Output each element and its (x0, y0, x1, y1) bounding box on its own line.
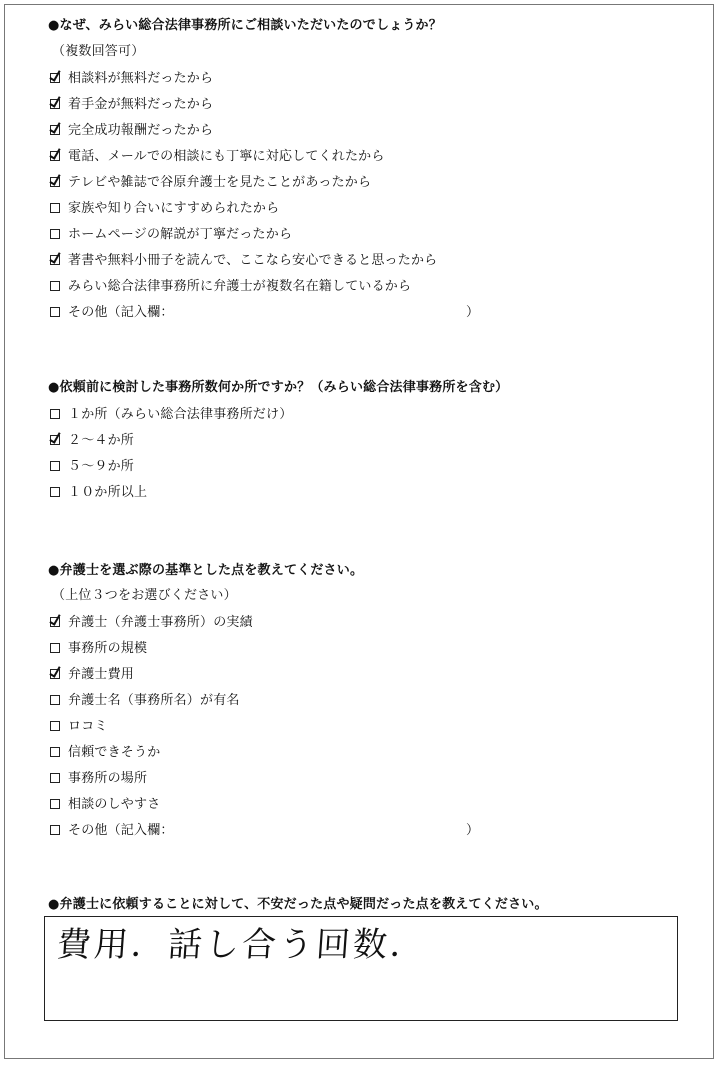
q3-option-9[interactable]: その他（記入欄： (50, 822, 174, 840)
q1-option-4[interactable]: 電話、メールでの相談にも丁寧に対応してくれたから (50, 148, 385, 166)
checkbox-icon[interactable] (50, 99, 60, 109)
q1-option-5[interactable]: テレビや雑誌で谷原弁護士を見たことがあったから (50, 174, 371, 192)
q3-other-close: ） (466, 823, 480, 838)
checkbox-icon[interactable] (50, 203, 60, 213)
checkbox-icon[interactable] (50, 617, 60, 627)
q3-option-7[interactable]: 事務所の場所 (50, 770, 147, 788)
q1-option-6[interactable]: 家族や知り合いにすすめられたから (50, 200, 279, 218)
q1-option-9[interactable]: みらい総合法律事務所に弁護士が複数名在籍しているから (50, 278, 411, 296)
checkbox-icon[interactable] (50, 643, 60, 653)
checkbox-icon[interactable] (50, 799, 60, 809)
q1-option-1[interactable]: 相談料が無料だったから (50, 70, 213, 88)
q3-option-6[interactable]: 信頼できそうか (50, 744, 160, 762)
checkbox-icon[interactable] (50, 125, 60, 135)
checkbox-icon[interactable] (50, 409, 60, 419)
checkbox-icon[interactable] (50, 307, 60, 317)
question-1-note: （複数回答可） (52, 44, 145, 59)
checkbox-icon[interactable] (50, 435, 60, 445)
q1-other-close: ） (466, 305, 480, 320)
checkbox-icon[interactable] (50, 255, 60, 265)
checkbox-icon[interactable] (50, 177, 60, 187)
checkbox-icon[interactable] (50, 151, 60, 161)
question-4-title: ●弁護士に依頼することに対して、不安だった点や疑問だった点を教えてください。 (48, 897, 548, 912)
checkbox-icon[interactable] (50, 669, 60, 679)
q3-option-2[interactable]: 事務所の規模 (50, 640, 147, 658)
q3-option-8[interactable]: 相談のしやすさ (50, 796, 160, 814)
checkbox-icon[interactable] (50, 461, 60, 471)
checkbox-icon[interactable] (50, 281, 60, 291)
q3-option-4[interactable]: 弁護士名（事務所名）が有名 (50, 692, 240, 710)
q1-option-2[interactable]: 着手金が無料だったから (50, 96, 213, 114)
q3-option-1[interactable]: 弁護士（弁護士事務所）の実績 (50, 614, 253, 632)
checkbox-icon[interactable] (50, 747, 60, 757)
q2-option-3[interactable]: ５～９か所 (50, 458, 134, 476)
q2-option-2[interactable]: ２～４か所 (50, 432, 134, 450)
q2-option-1[interactable]: １か所（みらい総合法律事務所だけ） (50, 406, 292, 424)
checkbox-icon[interactable] (50, 825, 60, 835)
checkbox-icon[interactable] (50, 487, 60, 497)
q3-option-3[interactable]: 弁護士費用 (50, 666, 134, 684)
q2-option-4[interactable]: １０か所以上 (50, 484, 147, 502)
q1-option-3[interactable]: 完全成功報酬だったから (50, 122, 213, 140)
checkbox-icon[interactable] (50, 73, 60, 83)
handwritten-answer: 費用．話し合う回数． (55, 925, 429, 965)
q3-option-5[interactable]: ロコミ (50, 718, 108, 736)
checkbox-icon[interactable] (50, 695, 60, 705)
q1-option-8[interactable]: 著書や無料小冊子を読んで、ここなら安心できると思ったから (50, 252, 437, 270)
checkbox-icon[interactable] (50, 721, 60, 731)
question-3-note: （上位３つをお選びください） (52, 588, 237, 603)
answer-textbox[interactable] (44, 916, 678, 1021)
q1-option-7[interactable]: ホームページの解説が丁寧だったから (50, 226, 292, 244)
question-1-title: ●なぜ、みらい総合法律事務所にご相談いただいたのでしょうか？ (48, 18, 442, 33)
checkbox-icon[interactable] (50, 773, 60, 783)
q1-option-10[interactable]: その他（記入欄： (50, 304, 174, 322)
question-3-title: ●弁護士を選ぶ際の基準とした点を教えてください。 (48, 563, 364, 578)
checkbox-icon[interactable] (50, 229, 60, 239)
question-2-title: ●依頼前に検討した事務所数何か所ですか？（みらい総合法律事務所を含む） (48, 380, 509, 395)
